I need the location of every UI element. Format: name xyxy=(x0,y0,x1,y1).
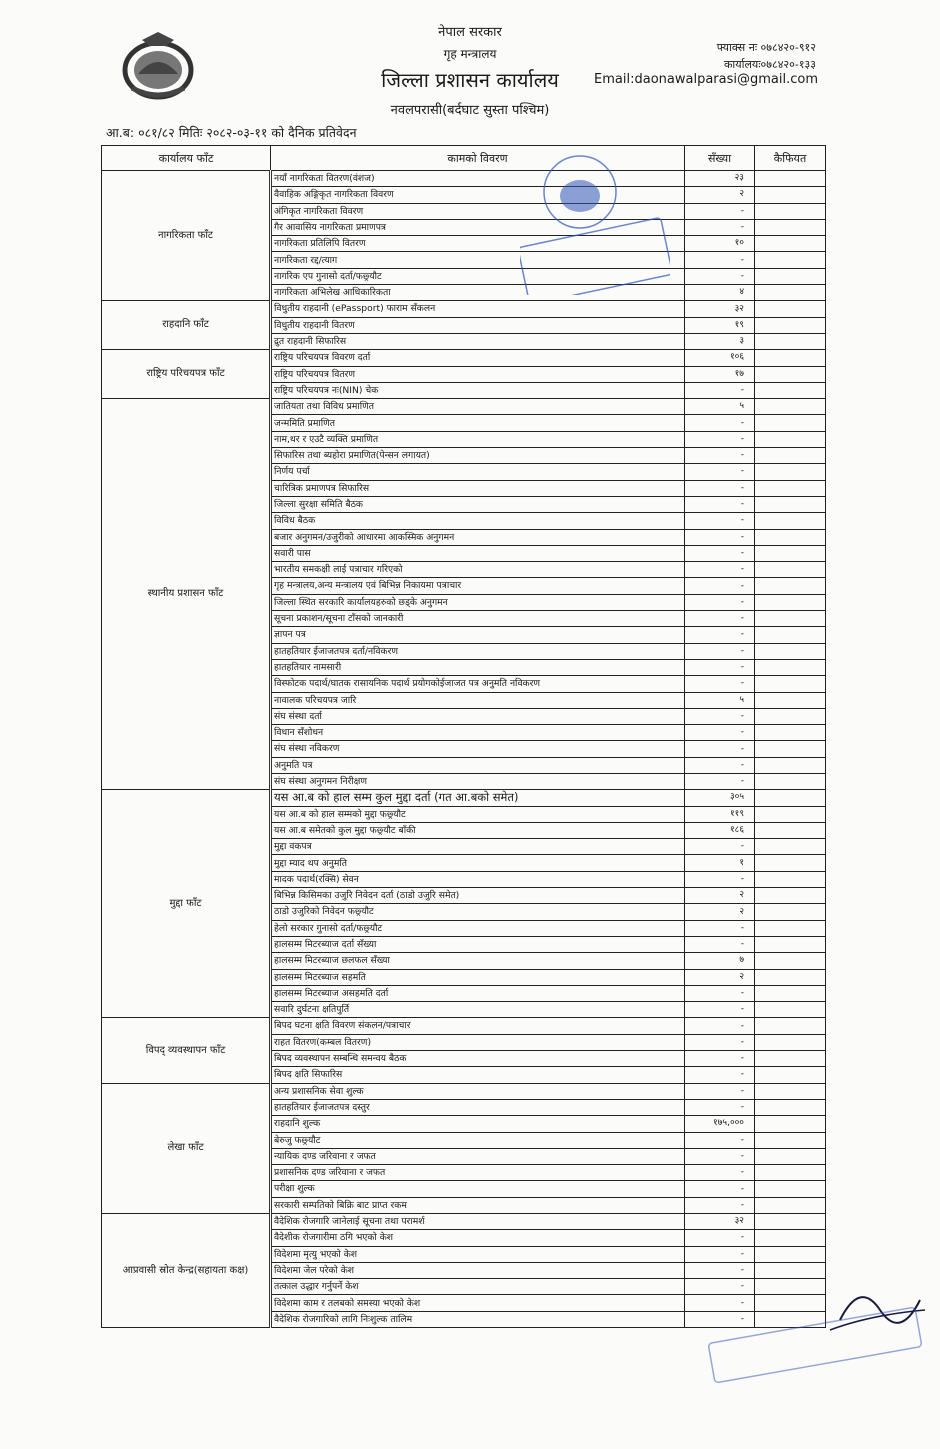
task-description: हालसम्म मिटरब्याज छलफल सँख्या xyxy=(271,953,685,969)
task-description: गृह मन्त्रालय,अन्य मन्त्रालय एवं बिभिन्न निकायमा पत्राचार xyxy=(271,578,685,594)
task-count: - xyxy=(685,1132,755,1148)
task-count: - xyxy=(685,708,755,724)
task-count: ३०५ xyxy=(685,790,755,806)
task-count: २ xyxy=(685,888,755,904)
task-description: विदेशमा मृत्यु भएको केश xyxy=(271,1246,685,1262)
task-description: ज्ञापन पत्र xyxy=(271,627,685,643)
task-count: २ xyxy=(685,187,755,203)
remarks-cell xyxy=(755,545,826,561)
task-count: ४ xyxy=(685,285,755,301)
remarks-cell xyxy=(755,611,826,627)
task-description: जन्ममिति प्रमाणित xyxy=(271,415,685,431)
table-row xyxy=(102,171,826,187)
task-count: - xyxy=(685,1311,755,1327)
task-count: - xyxy=(685,513,755,529)
task-description: हातहतियार ईजाजतपत्र दस्तुर xyxy=(271,1099,685,1115)
task-count: - xyxy=(685,448,755,464)
task-count: १०६ xyxy=(685,350,755,366)
task-count: - xyxy=(685,773,755,789)
task-description: द्रुत राहदानी सिफारिस xyxy=(271,333,685,349)
remarks-cell xyxy=(755,676,826,692)
task-count: - xyxy=(685,594,755,610)
daily-report-table xyxy=(101,145,826,1328)
task-description: निर्णय पर्चा xyxy=(271,464,685,480)
task-count: १७५,००० xyxy=(685,1116,755,1132)
task-count: - xyxy=(685,1051,755,1067)
task-description: प्रशासनिक दण्ड जरिवाना र जफत xyxy=(271,1165,685,1181)
task-description: विधान सँशोधन xyxy=(271,725,685,741)
task-description: बिपद क्षति सिफारिस xyxy=(271,1067,685,1083)
task-description: बेरुजु फछ्र्यौट xyxy=(271,1132,685,1148)
section-name: मुद्दा फाँट xyxy=(102,790,271,1018)
task-count: ५ xyxy=(685,692,755,708)
task-description: सवारी पास xyxy=(271,545,685,561)
remarks-cell xyxy=(755,985,826,1001)
task-description: संघ संस्था नविकरण xyxy=(271,741,685,757)
remarks-cell xyxy=(755,594,826,610)
task-description: संघ संस्था दर्ता xyxy=(271,708,685,724)
task-count: - xyxy=(685,871,755,887)
remarks-cell xyxy=(755,1034,826,1050)
remarks-cell xyxy=(755,871,826,887)
task-count: - xyxy=(685,496,755,512)
task-description: सूचना प्रकाशन/सूचना टाँसको जानकारी xyxy=(271,611,685,627)
task-count: - xyxy=(685,252,755,268)
task-description: अंगिकृत नागरिकता विवरण xyxy=(271,203,685,219)
remarks-cell xyxy=(755,1116,826,1132)
task-count: - xyxy=(685,203,755,219)
remarks-cell xyxy=(755,236,826,252)
table-body xyxy=(102,171,826,1328)
column-header-remarks: कैफियत xyxy=(755,146,826,171)
remarks-cell xyxy=(755,366,826,382)
table-row xyxy=(102,399,826,415)
section-name: राष्ट्रिय परिचयपत्र फाँट xyxy=(102,350,271,399)
remarks-cell xyxy=(755,1197,826,1213)
task-count: - xyxy=(685,529,755,545)
task-count: - xyxy=(685,676,755,692)
task-description: न्यायिक दण्ड जरिवाना र जफत xyxy=(271,1148,685,1164)
remarks-cell xyxy=(755,496,826,512)
task-description: राष्ट्रिय परिचयपत्र नः(NIN) चेक xyxy=(271,382,685,398)
task-description: सिफारिस तथा ब्यहोरा प्रमाणित(पेन्सन लगायत) xyxy=(271,448,685,464)
task-count: १८६ xyxy=(685,822,755,838)
table-header-row xyxy=(102,146,826,171)
fax-number: फ्याक्स नः ०७८४२०-९१२ xyxy=(716,41,816,54)
section-name: लेखा फाँट xyxy=(102,1083,271,1213)
section-name: राहदानि फाँट xyxy=(102,301,271,350)
task-description: ठाडो उजुरिको निवेदन फछ्र्यौट xyxy=(271,904,685,920)
remarks-cell xyxy=(755,399,826,415)
task-description: विधुतीय राहदानी (ePassport) फाराम सँकलन xyxy=(271,301,685,317)
task-description: राहदानि शुल्क xyxy=(271,1116,685,1132)
task-count: १७ xyxy=(685,366,755,382)
task-description: विविध बैठक xyxy=(271,513,685,529)
remarks-cell xyxy=(755,1083,826,1099)
task-description: वैदेशीक रोजगारीमा ठगि भएको केश xyxy=(271,1230,685,1246)
remarks-cell xyxy=(755,757,826,773)
task-count: - xyxy=(685,1230,755,1246)
task-count: - xyxy=(685,1165,755,1181)
remarks-cell xyxy=(755,953,826,969)
remarks-cell xyxy=(755,448,826,464)
task-count: - xyxy=(685,480,755,496)
task-description: बिपद घटना क्षति विवरण संकलन/पत्राचार xyxy=(271,1018,685,1034)
task-description: विदेशमा जेल परेको केश xyxy=(271,1262,685,1278)
task-count: ३२ xyxy=(685,1214,755,1230)
remarks-cell xyxy=(755,725,826,741)
task-description: राहत वितरण(कम्बल वितरण) xyxy=(271,1034,685,1050)
task-count: - xyxy=(685,1181,755,1197)
remarks-cell xyxy=(755,1148,826,1164)
remarks-cell xyxy=(755,1246,826,1262)
task-description: नागरिकता प्रतिलिपि वितरण xyxy=(271,236,685,252)
remarks-cell xyxy=(755,741,826,757)
remarks-cell xyxy=(755,268,826,284)
remarks-cell xyxy=(755,513,826,529)
task-count: - xyxy=(685,578,755,594)
task-description: संघ संस्था अनुगमन निरीक्षण xyxy=(271,773,685,789)
task-count: - xyxy=(685,1246,755,1262)
task-count: - xyxy=(685,757,755,773)
task-count: - xyxy=(685,431,755,447)
task-count: - xyxy=(685,627,755,643)
task-count: - xyxy=(685,415,755,431)
column-header-section: कार्यालय फाँट xyxy=(102,146,271,171)
task-count: ५ xyxy=(685,399,755,415)
remarks-cell xyxy=(755,350,826,366)
task-count: - xyxy=(685,1197,755,1213)
remarks-cell xyxy=(755,806,826,822)
remarks-cell xyxy=(755,1067,826,1083)
remarks-cell xyxy=(755,708,826,724)
task-count: - xyxy=(685,659,755,675)
task-count: - xyxy=(685,1148,755,1164)
remarks-cell xyxy=(755,839,826,855)
ministry-name: गृह मन्त्रालय xyxy=(443,47,497,61)
task-count: - xyxy=(685,1002,755,1018)
remarks-cell xyxy=(755,1165,826,1181)
remarks-cell xyxy=(755,1018,826,1034)
remarks-cell xyxy=(755,969,826,985)
task-description: बजार अनुगमन/उजुरीको आधारमा आकस्मिक अनुगमन xyxy=(271,529,685,545)
remarks-cell xyxy=(755,529,826,545)
remarks-cell xyxy=(755,643,826,659)
task-count: - xyxy=(685,985,755,1001)
remarks-cell xyxy=(755,1230,826,1246)
remarks-cell xyxy=(755,1181,826,1197)
task-count: २३ xyxy=(685,171,755,187)
remarks-cell xyxy=(755,1295,826,1311)
task-description: जिल्ला स्थित सरकारि कार्यालयहरुको छड्के अनुगमन xyxy=(271,594,685,610)
task-description: नागरिक एप गुनासो दर्ता/फछ्र्यौट xyxy=(271,268,685,284)
task-count: २ xyxy=(685,904,755,920)
task-count: - xyxy=(685,936,755,952)
task-count: - xyxy=(685,1083,755,1099)
task-description: वैदेशिक रोजगारिको लागि निःशुल्क तालिम xyxy=(271,1311,685,1327)
task-count: - xyxy=(685,920,755,936)
remarks-cell xyxy=(755,1214,826,1230)
task-count: - xyxy=(685,382,755,398)
task-count: - xyxy=(685,611,755,627)
task-description: नयाँ नागरिकता वितरण(वंशज) xyxy=(271,171,685,187)
task-description: नागरिकता रद्द/त्याग xyxy=(271,252,685,268)
task-count: ३२ xyxy=(685,301,755,317)
report-title: आ.ब: ०८१/८२ मितिः २०८२-०३-११ को दैनिक प्रतिवेदन xyxy=(106,125,357,140)
task-description: गैर आवासिय नागरिकता प्रमाणपत्र xyxy=(271,219,685,235)
letterhead xyxy=(0,0,940,145)
remarks-cell xyxy=(755,1051,826,1067)
task-count: ३ xyxy=(685,333,755,349)
task-count: - xyxy=(685,741,755,757)
task-count: - xyxy=(685,1099,755,1115)
section-name: स्थानीय प्रशासन फाँट xyxy=(102,399,271,790)
remarks-cell xyxy=(755,773,826,789)
remarks-cell xyxy=(755,382,826,398)
section-name: विपद् व्यवस्थापन फाँट xyxy=(102,1018,271,1083)
task-description: विस्फोटक पदार्थ/घातक रासायनिक पदार्थ प्रयोगकोईजाजत पत्र अनुमति नविकरण xyxy=(271,676,685,692)
office-email: Email:daonawalparasi@gmail.com xyxy=(594,72,818,87)
task-description: हालसम्म मिटरब्याज असहमति दर्ता xyxy=(271,985,685,1001)
task-count: - xyxy=(685,545,755,561)
task-count: - xyxy=(685,1262,755,1278)
remarks-cell xyxy=(755,936,826,952)
office-name: जिल्ला प्रशासन कार्यालय xyxy=(381,68,559,92)
remarks-cell xyxy=(755,203,826,219)
section-name: नागरिकता फाँट xyxy=(102,171,271,301)
remarks-cell xyxy=(755,480,826,496)
remarks-cell xyxy=(755,1279,826,1295)
table-row xyxy=(102,1214,826,1230)
remarks-cell xyxy=(755,904,826,920)
task-description: जातियता तथा विविध प्रमाणित xyxy=(271,399,685,415)
task-description: हातहतियार नामसारी xyxy=(271,659,685,675)
remarks-cell xyxy=(755,219,826,235)
government-name: नेपाल सरकार xyxy=(438,25,502,40)
task-count: - xyxy=(685,1067,755,1083)
task-count: - xyxy=(685,219,755,235)
task-count: १० xyxy=(685,236,755,252)
task-description: राष्ट्रिय परिचयपत्र विवरण दर्ता xyxy=(271,350,685,366)
task-description: अन्य प्रशासनिक सेवा शुल्क xyxy=(271,1083,685,1099)
column-header-count: सँख्या xyxy=(685,146,755,171)
task-count: १ xyxy=(685,855,755,871)
column-header-task: कामको विवरण xyxy=(271,146,685,171)
remarks-cell xyxy=(755,317,826,333)
remarks-cell xyxy=(755,692,826,708)
task-count: - xyxy=(685,464,755,480)
task-count: - xyxy=(685,268,755,284)
task-description: नाम,थर र एउटै व्यक्ति प्रमाणित xyxy=(271,431,685,447)
remarks-cell xyxy=(755,252,826,268)
remarks-cell xyxy=(755,1132,826,1148)
task-description: तत्काल उद्धार गर्नुपर्ने केश xyxy=(271,1279,685,1295)
task-description: बिभिन्न किसिमका उजुरि निवेदन दर्ता (ठाडो उजुरि समेत) xyxy=(271,888,685,904)
remarks-cell xyxy=(755,285,826,301)
task-count: २ xyxy=(685,969,755,985)
task-description: वैदेशिक रोजगारि जानेलाई सूचना तथा परामर्श xyxy=(271,1214,685,1230)
remarks-cell xyxy=(755,1262,826,1278)
task-description: हेलो सरकार गुनासो दर्ता/फछ्र्यौट xyxy=(271,920,685,936)
table-row xyxy=(102,301,826,317)
task-description: नावालक परिचयपत्र जारि xyxy=(271,692,685,708)
remarks-cell xyxy=(755,790,826,806)
remarks-cell xyxy=(755,855,826,871)
remarks-cell xyxy=(755,627,826,643)
task-description: भारतीय समकक्षी लाई पत्राचार गरिएको xyxy=(271,562,685,578)
table-row xyxy=(102,1083,826,1099)
section-name: आप्रवासी स्रोत केन्द्र(सहायता कक्ष) xyxy=(102,1214,271,1328)
remarks-cell xyxy=(755,187,826,203)
task-description: बिपद व्यवस्थापन सम्बन्धि समन्वय बैठक xyxy=(271,1051,685,1067)
task-description: हालसम्म मिटरब्याज सहमति xyxy=(271,969,685,985)
task-description: चारित्रिक प्रमाणपत्र सिफारिस xyxy=(271,480,685,496)
remarks-cell xyxy=(755,1099,826,1115)
task-description: यस आ.ब को हाल सम्मको मुद्दा फछ्र्यौट xyxy=(271,806,685,822)
task-count: - xyxy=(685,1295,755,1311)
remarks-cell xyxy=(755,822,826,838)
task-description: विदेशमा काम र तलबको समस्या भएको केश xyxy=(271,1295,685,1311)
task-count: ७ xyxy=(685,953,755,969)
table-row xyxy=(102,1018,826,1034)
remarks-cell xyxy=(755,333,826,349)
task-count: - xyxy=(685,839,755,855)
remarks-cell xyxy=(755,578,826,594)
remarks-cell xyxy=(755,1311,826,1327)
remarks-cell xyxy=(755,920,826,936)
task-description: जिल्ला सुरक्षा समिति बैठक xyxy=(271,496,685,512)
task-description: वैवाहिक अङ्गिकृत नागरिकता विवरण xyxy=(271,187,685,203)
task-description: यस आ.ब समेतको कुल मुद्दा फछ्र्यौट बाँकी xyxy=(271,822,685,838)
remarks-cell xyxy=(755,888,826,904)
remarks-cell xyxy=(755,171,826,187)
office-phone: कार्यालयः०७८४२०-१३३ xyxy=(723,58,816,71)
task-count: - xyxy=(685,643,755,659)
remarks-cell xyxy=(755,415,826,431)
task-description: मुद्दा म्याद थप अनुमति xyxy=(271,855,685,871)
table-row xyxy=(102,790,826,806)
task-description: मादक पदार्थ(रक्सि) सेवन xyxy=(271,871,685,887)
remarks-cell xyxy=(755,1002,826,1018)
remarks-cell xyxy=(755,562,826,578)
task-description: यस आ.ब को हाल सम्म कुल मुद्दा दर्ता (गत आ.बको समेत) xyxy=(271,790,685,806)
remarks-cell xyxy=(755,464,826,480)
task-description: नागरिकता अभिलेख आधिकारिकता xyxy=(271,285,685,301)
task-description: राष्ट्रिय परिचयपत्र वितरण xyxy=(271,366,685,382)
task-count: - xyxy=(685,725,755,741)
task-description: सवारि दुर्घटना क्षतिपुर्ति xyxy=(271,1002,685,1018)
task-description: सरकारी सम्पतिको बिक्रि बाट प्राप्त रकम xyxy=(271,1197,685,1213)
remarks-cell xyxy=(755,301,826,317)
office-location: नवलपरासी(बर्दघाट सुस्ता पश्चिम) xyxy=(390,103,550,118)
task-description: अनुमति पत्र xyxy=(271,757,685,773)
task-count: - xyxy=(685,1018,755,1034)
task-description: परीक्षा शुल्क xyxy=(271,1181,685,1197)
table-row xyxy=(102,350,826,366)
task-count: - xyxy=(685,1279,755,1295)
task-description: हालसम्म मिटरब्याज दर्ता सँख्या xyxy=(271,936,685,952)
task-description: विधुतीय राहदानी वितरण xyxy=(271,317,685,333)
task-count: - xyxy=(685,562,755,578)
remarks-cell xyxy=(755,431,826,447)
task-count: - xyxy=(685,1034,755,1050)
remarks-cell xyxy=(755,659,826,675)
task-description: मुद्दा वकपत्र xyxy=(271,839,685,855)
task-count: ११९ xyxy=(685,806,755,822)
task-description: हातहतियार ईजाजतपत्र दर्ता/नविकरण xyxy=(271,643,685,659)
task-count: १९ xyxy=(685,317,755,333)
